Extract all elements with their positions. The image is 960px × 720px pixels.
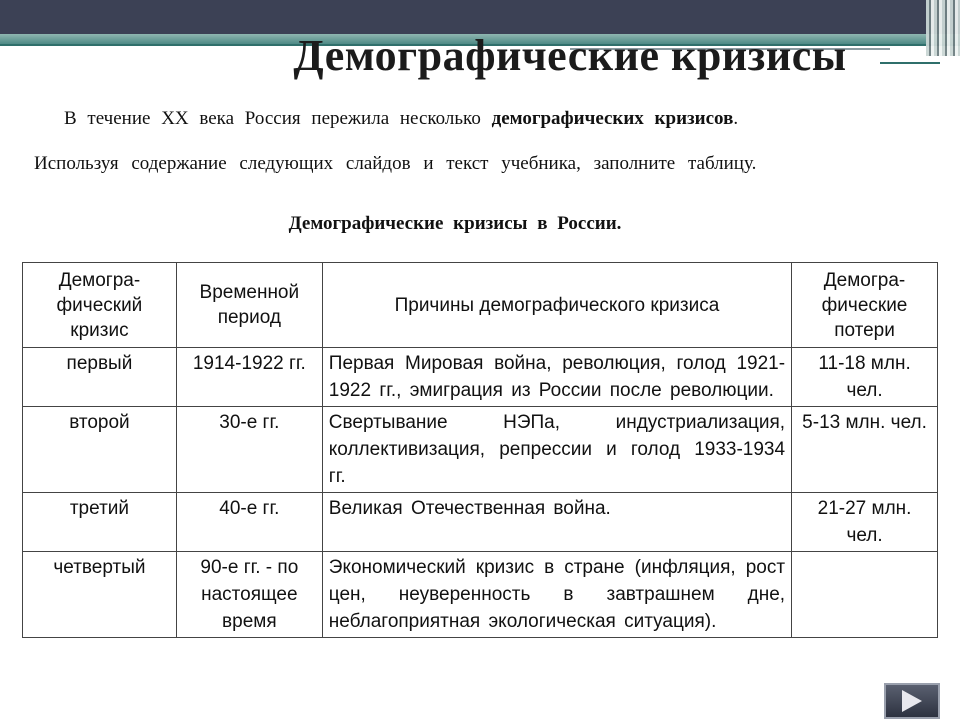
table-row [23, 552, 938, 638]
table-header-row [23, 263, 938, 348]
cell-crisis: первый [23, 348, 177, 407]
cell-causes: Экономический кризис в стране (инфляция, рост цен, неуверенность в завтрашнем дне, неблагоприятная экологическая ситуация). [322, 552, 791, 638]
cell-causes: Первая Мировая война, революция, голод 1921-1922 гг., эмиграция из России после революции. [322, 348, 791, 407]
table-row [23, 407, 938, 493]
intro-prefix: В течение XX века Россия пережила несколько [64, 108, 492, 129]
instruction-text: Используя содержание следующих слайдов и текст учебника, заполните таблицу. [34, 153, 757, 174]
cell-losses [792, 552, 938, 638]
table-caption: Демографические кризисы в России. [288, 213, 622, 234]
intro-suffix: . [733, 108, 739, 129]
intro-text [64, 108, 914, 130]
top-bar [0, 0, 960, 34]
cell-period: 40-е гг. [176, 493, 322, 552]
cell-crisis: четвертый [23, 552, 177, 638]
cell-crisis: второй [23, 407, 177, 493]
cell-losses: 21-27 млн. чел. [792, 493, 938, 552]
cell-causes: Великая Отечественная война. [322, 493, 791, 552]
cell-crisis: третий [23, 493, 177, 552]
crises-table [22, 262, 938, 638]
table-row [23, 348, 938, 407]
cell-period: 30-е гг. [176, 407, 322, 493]
header-causes: Причины демографического кризиса [322, 263, 791, 348]
cell-causes: Свертывание НЭПа, индустриализация, коллективизация, репрессии и голод 1933-1934 гг. [322, 407, 791, 493]
intro-bold: демографических кризисов [491, 108, 734, 129]
play-triangle-icon [902, 690, 922, 712]
header-crisis: Демогра-фический кризис [23, 263, 177, 348]
next-slide-button[interactable] [884, 683, 940, 719]
header-losses: Демогра-фические потери [792, 263, 938, 348]
slide-title: Демографические кризисы [293, 31, 847, 80]
cell-period: 90-е гг. - по настоящее время [176, 552, 322, 638]
header-period: Временной период [176, 263, 322, 348]
cell-period: 1914-1922 гг. [176, 348, 322, 407]
cell-losses: 5-13 млн. чел. [792, 407, 938, 493]
table-row [23, 493, 938, 552]
cell-losses: 11-18 млн. чел. [792, 348, 938, 407]
